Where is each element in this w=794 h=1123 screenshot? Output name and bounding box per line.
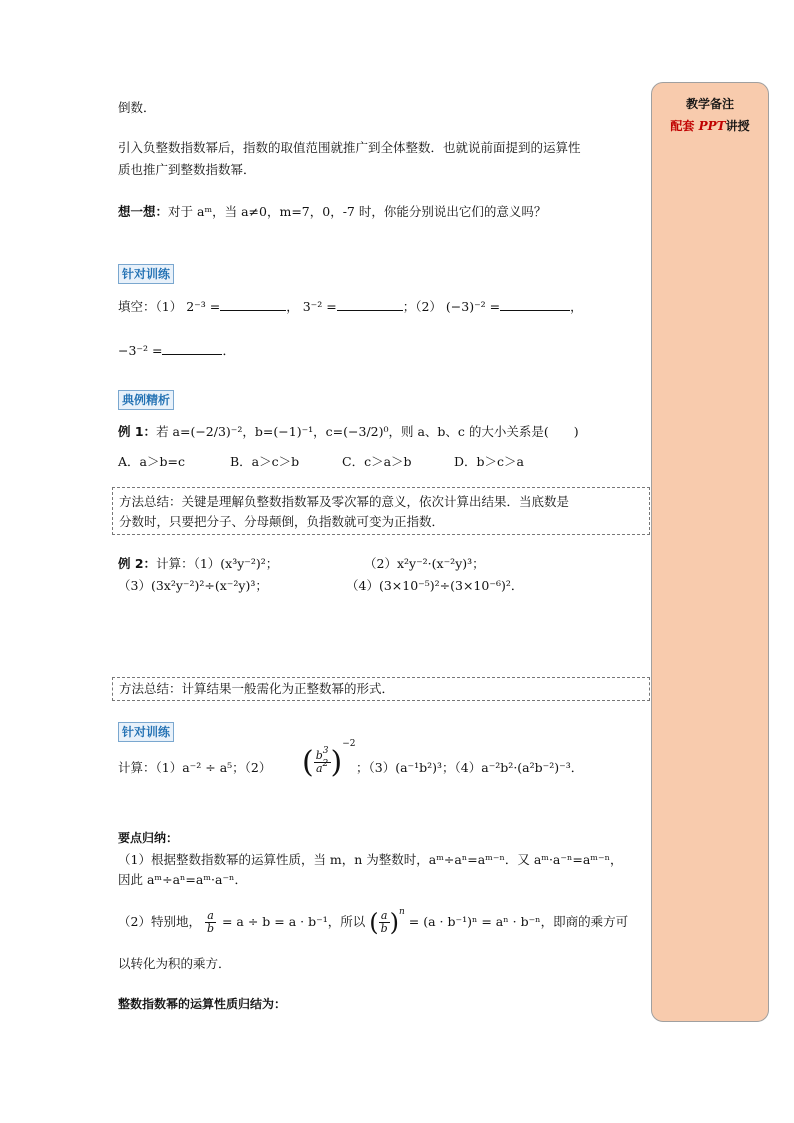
blank-1[interactable] <box>220 296 286 311</box>
summary-l3b: = a ÷ b = a · b⁻¹，所以 <box>221 914 366 929</box>
exponent-neg2: −2 <box>342 739 356 749</box>
summary-title: 要点归纳： <box>118 831 179 845</box>
sidebar-subtitle <box>652 117 768 134</box>
tag-targeted-practice-1: 针对训练 <box>118 264 174 284</box>
example-2-row1 <box>118 554 278 574</box>
sidebar-sub-prefix: 配套 <box>670 119 695 133</box>
summary-l3c: = (a · b⁻¹)ⁿ = aⁿ · b⁻ⁿ，即商的乘方可 <box>408 914 629 929</box>
paren-ab-left: ( <box>369 908 379 937</box>
summary-l3a: （2）特别地， <box>118 914 201 929</box>
fill-end: ． <box>222 343 235 358</box>
para-intro-line2: 质也推广到整数指数幂． <box>118 162 256 177</box>
paren-left: ( <box>302 745 314 780</box>
teaching-notes-sidebar <box>651 82 769 1022</box>
paren-ab-right: ) <box>389 908 399 937</box>
a-numerator: a <box>205 910 216 923</box>
sidebar-sub-suffix: 讲授 <box>725 119 750 133</box>
ex2-q1: （1）(x³y⁻²)²； <box>193 556 279 571</box>
summary-line1: （1）根据整数指数幂的运算性质，当 m，n 为整数时，aᵐ÷aⁿ=aᵐ⁻ⁿ．又 aᵐ·a⁻ⁿ=aᵐ⁻ⁿ， <box>118 852 623 867</box>
ex2-q3: （3）(3x²y⁻²)²÷(x⁻²y)³； <box>118 578 268 593</box>
ex2-calc: 计算： <box>156 556 194 571</box>
blank-3[interactable] <box>500 296 570 311</box>
b3-over-a2 <box>314 746 331 775</box>
summary-final: 整数指数幂的运算性质归结为： <box>118 997 287 1011</box>
a-over-b-2 <box>379 910 390 935</box>
fill-sep3: ， <box>570 299 583 314</box>
summary-line4: 以转化为积的乘方． <box>118 956 231 971</box>
ex2-label: 例 2： <box>118 556 157 571</box>
sidebar-title: 教学备注 <box>685 97 734 111</box>
ex1-option-d: D．b＞c＞a <box>454 454 524 469</box>
para-reciprocal: 倒数． <box>118 100 156 115</box>
calc2-line <box>118 758 271 778</box>
sidebar-sub-ppt: PPT <box>698 119 726 133</box>
ex2-q2: （2）x²y⁻²·(x⁻²y)³； <box>364 556 485 571</box>
fill-expr4: −3⁻² = <box>118 343 163 358</box>
fill-expr1: 2⁻³ = <box>186 299 221 314</box>
fill-sep1: ， <box>286 299 299 314</box>
think-label: 想一想： <box>118 204 169 219</box>
calc2-q3-q4: ；（3）(a⁻¹b²)³；（4）a⁻²b²·(a²b⁻²)⁻³． <box>356 760 584 775</box>
fill-expr3: (−3)⁻² = <box>445 299 501 314</box>
calc2-label: 计算： <box>118 760 156 775</box>
think-question <box>118 202 546 222</box>
summary-line3 <box>118 907 629 937</box>
method-summary-box-1 <box>112 487 650 535</box>
a-over-b <box>205 910 216 935</box>
ex1-text: 若 a=(−2/3)⁻²，b=(−1)⁻¹，c=(−3/2)⁰，则 a、b、c 的大小关系是( ) <box>156 424 579 439</box>
tag-example-analysis: 典例精析 <box>118 390 174 410</box>
method1-line2: 分数时，只要把分子、分母颠倒，负指数就可变为正指数． <box>119 514 445 529</box>
exponent-n: n <box>399 907 405 917</box>
method-summary-box-2 <box>112 677 650 701</box>
calc2-q1: （1）a⁻² ÷ a⁵；（2） <box>155 760 272 775</box>
summary-line2: 因此 aᵐ÷aⁿ=aᵐ·a⁻ⁿ． <box>118 872 247 887</box>
method1-line1: 方法总结：关键是理解负整数指数幂及零次幂的意义，依次计算出结果．当底数是 <box>119 494 570 509</box>
ex1-option-c: C．c＞a＞b <box>342 454 412 469</box>
a-numerator-2: a <box>379 910 390 923</box>
fill-sep2: ；（2） <box>402 299 442 314</box>
fill-label: 填空：（1） <box>118 299 183 314</box>
ex2-q4: （4）(3×10⁻⁵)²÷(3×10⁻⁶)²． <box>346 578 524 593</box>
b-denominator: b <box>206 922 214 935</box>
fill-expr2: 3⁻² = <box>302 299 337 314</box>
fill-in-line2 <box>118 340 235 361</box>
blank-2[interactable] <box>337 296 403 311</box>
method2-line1: 方法总结：计算结果一般需化为正整数幂的形式． <box>119 681 395 696</box>
fill-in-line1 <box>118 296 583 317</box>
calc2-q2-fraction <box>302 739 356 780</box>
fraction-denominator: $a^2$ <box>315 759 329 775</box>
fraction-numerator: $b^3$ <box>315 746 329 762</box>
ex1-option-b: B．a＞c＞b <box>230 454 300 469</box>
tag-targeted-practice-2: 针对训练 <box>118 722 174 742</box>
para-intro-line1: 引入负整数指数幂后，指数的取值范围就推广到全体整数．也就说前面提到的运算性 <box>118 140 581 155</box>
think-text: 对于 aᵐ，当 a≠0，m=7，0，-7 时，你能分别说出它们的意义吗？ <box>168 204 547 219</box>
blank-4[interactable] <box>162 340 222 355</box>
ex1-label: 例 1： <box>118 424 157 439</box>
example-1 <box>118 422 579 442</box>
ex1-option-a: A．a＞b=c <box>118 454 185 469</box>
b-denominator-2: b <box>380 922 388 935</box>
paren-right: ) <box>330 745 343 780</box>
